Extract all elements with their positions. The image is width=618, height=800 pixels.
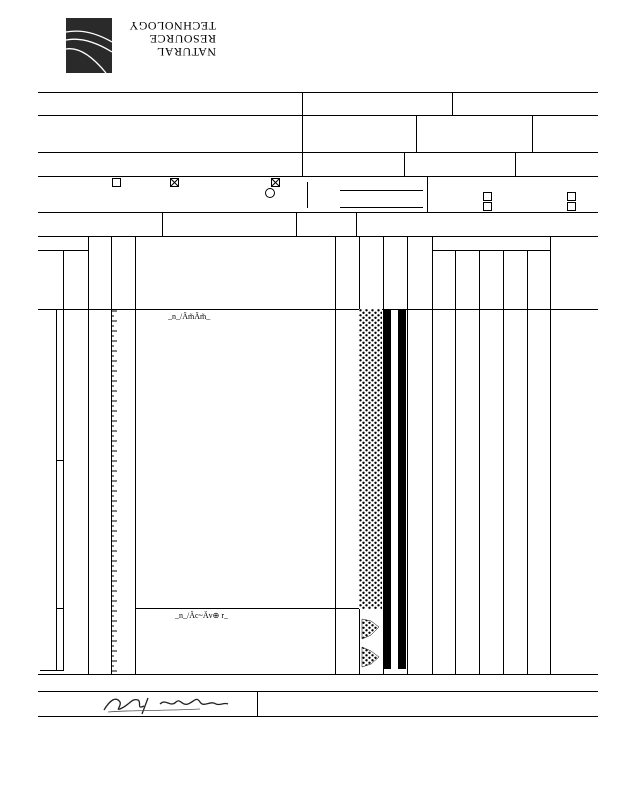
radio-option[interactable]: [265, 188, 275, 198]
logo-line-technology: TECHNOLOGY: [129, 19, 216, 33]
checkbox-right-1[interactable]: [483, 192, 492, 201]
checkbox-right-3[interactable]: [567, 192, 576, 201]
upper-unit-note: _n_/Äm̃Äm̃_: [168, 312, 211, 321]
logo-mark-icon: [66, 18, 112, 73]
logo-line-resource: RESOURCE: [149, 32, 216, 46]
checkbox-option-1[interactable]: [112, 178, 121, 187]
checkbox-option-2-checked[interactable]: [170, 178, 179, 187]
lower-unit-note: _n_/Äc~Äv⊕ r_: [175, 611, 229, 620]
checkbox-option-3-checked[interactable]: [271, 178, 280, 187]
graphic-log-column: [359, 309, 407, 674]
checkbox-right-2[interactable]: [483, 202, 492, 211]
logo-line-natural: NATURAL: [156, 45, 216, 59]
checkbox-right-4[interactable]: [567, 202, 576, 211]
logo-text: [116, 16, 216, 58]
depth-scale: [111, 309, 119, 674]
signature-image: [100, 692, 230, 716]
